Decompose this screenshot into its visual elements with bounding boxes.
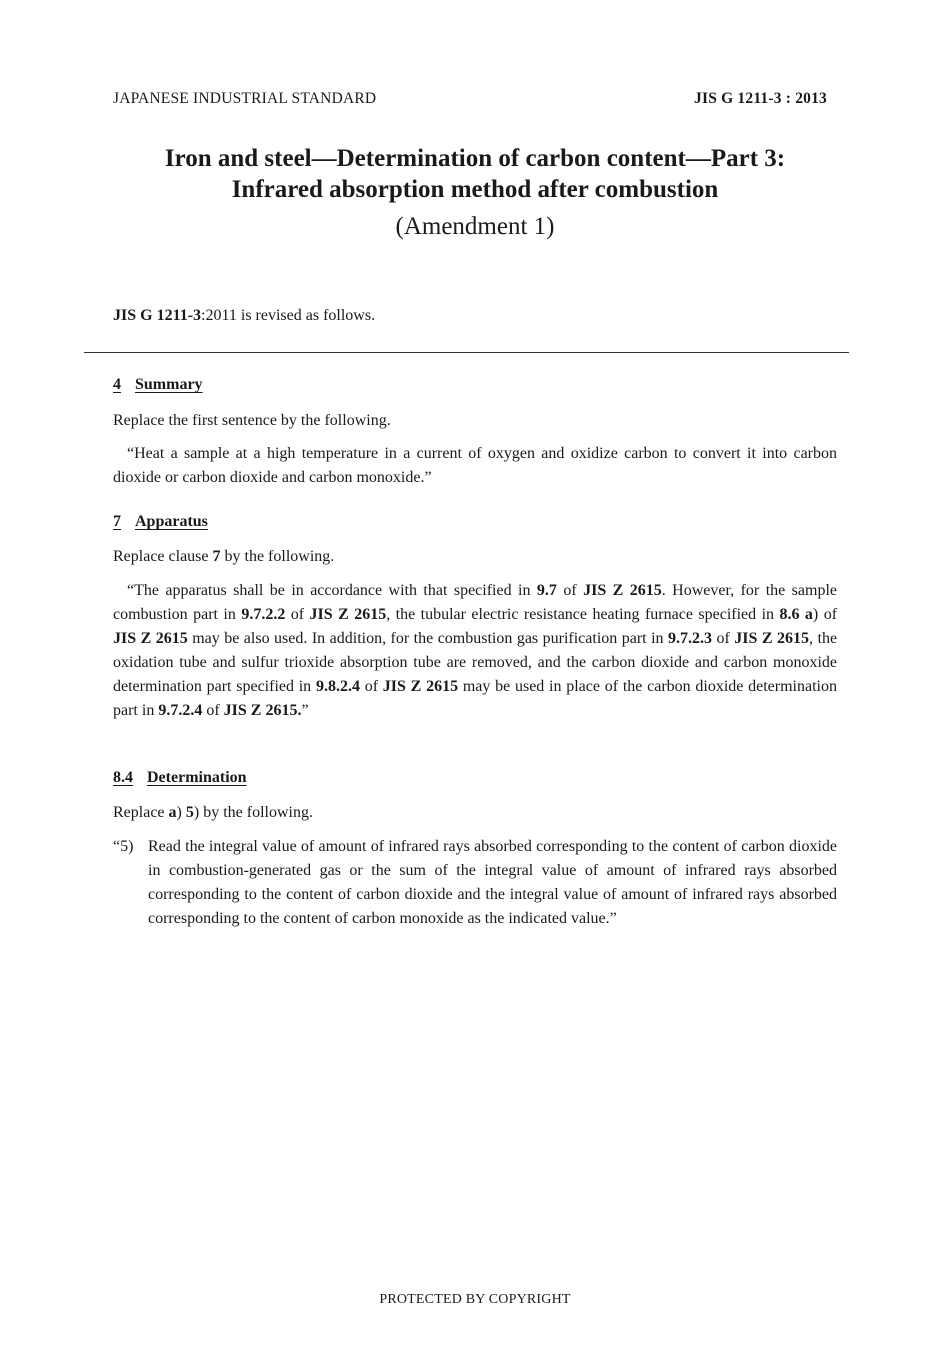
quote-text: of: [202, 702, 224, 719]
clause-ref: 8.6 a: [779, 606, 813, 623]
standard-ref: JIS Z 2615: [583, 582, 662, 599]
header-standard-name: JAPANESE INDUSTRIAL STANDARD: [113, 90, 377, 107]
quote-text: ) of: [812, 606, 838, 623]
section-8-4-ref-5: 5: [185, 804, 194, 821]
section-8-4-instruction-mid: ): [176, 804, 186, 821]
section-4-quote: “Heat a sample at a high temperature in a current of oxygen and oxidize carbon to convert it into carbon dioxide or carbon dioxide and carbon monoxide.”: [113, 445, 837, 486]
standard-ref: JIS Z 2615: [382, 678, 459, 695]
header-standard-code: JIS G 1211-3 : 2013: [694, 90, 827, 107]
title-line-1: Iron and steel—Determination of carbon content—Part 3:: [164, 145, 786, 172]
item-text: Read the integral value of amount of infrared rays absorbed corresponding to the content of carbon dioxide in combustion-generated gas or the sum of the integral value of amount of infrared rays absorbed corresponding to the content of carbon dioxide and the integral value of amount of infrared rays absorbed corresponding to the content of carbon monoxide as the indicated value.”: [148, 838, 837, 927]
quote-text: . However, for the sample combustion part in: [113, 582, 837, 623]
standard-ref: JIS Z 2615.: [223, 702, 302, 719]
quote-text: “The apparatus shall be in accordance with that specified in: [127, 582, 537, 599]
section-7-instruction-text-end: by the following.: [220, 548, 335, 565]
section-4-number: 4: [113, 376, 121, 393]
section-7-number: 7: [113, 513, 121, 530]
copyright-footer: PROTECTED BY COPYRIGHT: [379, 1292, 571, 1307]
divider-line: [84, 352, 849, 353]
page-header: [113, 90, 827, 108]
quote-text: of: [712, 630, 735, 647]
section-7-instruction: [113, 545, 837, 569]
quote-text: may be also used. In addition, for the combustion gas purification part in: [187, 630, 668, 647]
revision-statement: [113, 307, 375, 325]
clause-ref: 9.8.2.4: [315, 678, 360, 695]
quote-text: of: [359, 678, 383, 695]
standard-ref: JIS Z 2615: [113, 630, 188, 647]
section-8-4-instruction: [113, 801, 837, 825]
amendment-label: (Amendment 1): [395, 213, 555, 240]
section-7-instruction-text: Replace clause: [113, 548, 213, 565]
revision-code: JIS G 1211-3: [113, 307, 202, 324]
section-7-heading: [113, 513, 208, 531]
item-marker: “5): [113, 838, 134, 855]
revision-text: :2011 is revised as follows.: [201, 307, 376, 324]
section-4-heading: [113, 376, 203, 394]
clause-ref: 9.7.2.4: [158, 702, 203, 719]
section-7-title: Apparatus: [135, 513, 208, 530]
section-7-quote: [113, 579, 837, 723]
quote-text: may be used in place of the carbon dioxide determination part in: [113, 678, 837, 719]
section-4-title: Summary: [135, 376, 203, 393]
section-8-4-heading: [113, 769, 247, 787]
clause-ref: 9.7.2.2: [241, 606, 286, 623]
quote-text: , the tubular electric resistance heating furnace specified in: [386, 606, 780, 623]
section-8-4-item-5: [113, 835, 837, 931]
section-8-4-instruction-text: Replace: [113, 804, 169, 821]
quote-text: , the oxidation tube and sulfur trioxide absorption tube are removed, and the carbon dioxide and carbon monoxide determination part specified in: [113, 630, 838, 695]
section-8-4-title: Determination: [147, 769, 247, 786]
clause-ref: 9.7: [536, 582, 557, 599]
section-8-4-instruction-text-end: ) by the following.: [193, 804, 313, 821]
clause-ref: 9.7.2.3: [668, 630, 712, 647]
quote-text: of: [285, 606, 310, 623]
section-4-instruction: Replace the first sentence by the following.: [113, 412, 391, 429]
section-7-instruction-ref: 7: [212, 548, 221, 565]
standard-ref: JIS Z 2615: [734, 630, 810, 647]
title-line-2: Infrared absorption method after combustion: [231, 176, 719, 203]
quote-text: of: [556, 582, 584, 599]
quote-text: ”: [301, 702, 309, 719]
standard-ref: JIS Z 2615: [309, 606, 387, 623]
section-8-4-number: 8.4: [113, 769, 133, 786]
document-title: [60, 143, 890, 205]
section-8-4-ref-a: a: [168, 804, 177, 821]
